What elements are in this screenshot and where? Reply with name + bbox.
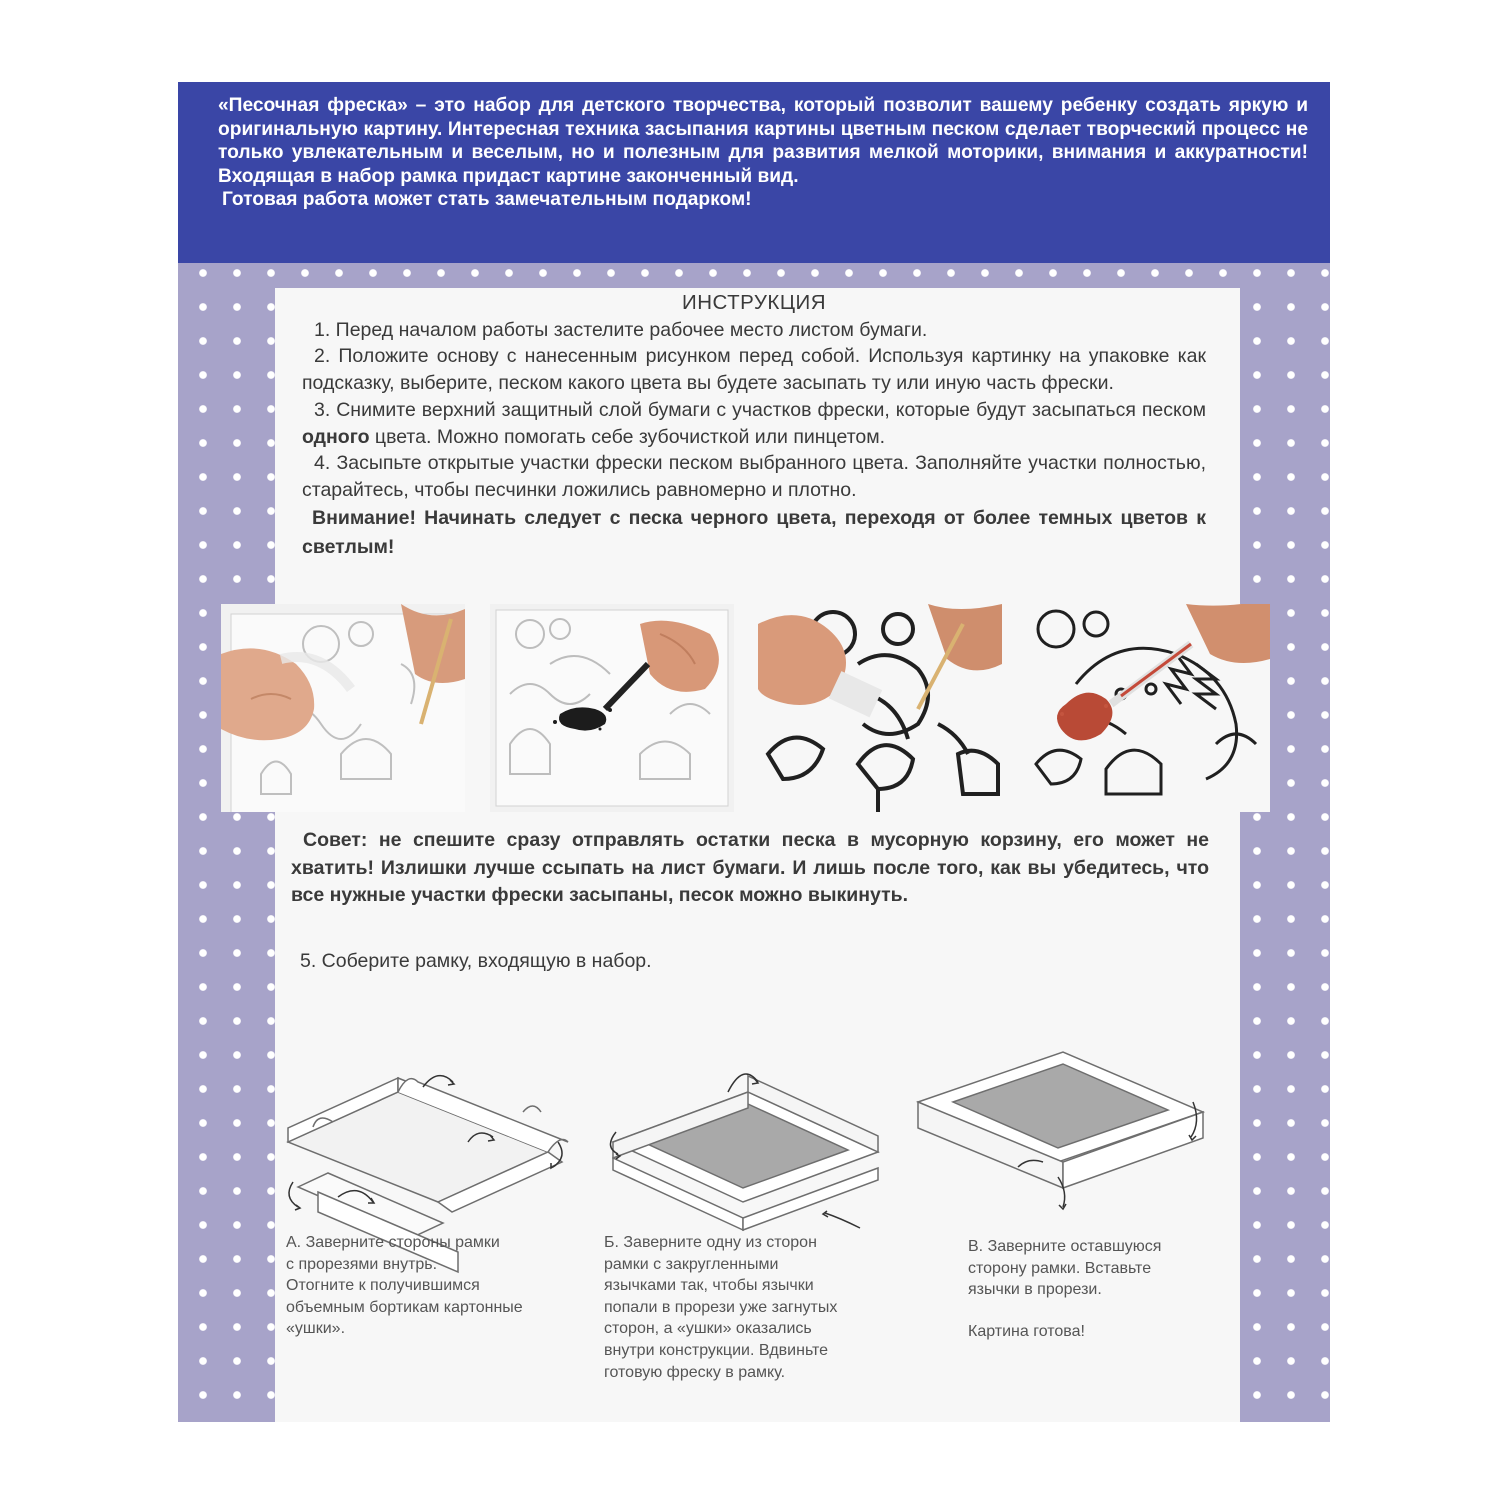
instructions-heading: ИНСТРУКЦИЯ bbox=[681, 291, 827, 314]
step-4: 4. Засыпьте открытые участки фрески песком выбранного цвета. Заполняйте участки полностью, старайтесь, чтобы песчинки ложились равномерно и плотно. bbox=[302, 452, 1206, 501]
photo-black-sand bbox=[490, 604, 734, 812]
instructions bbox=[302, 290, 1206, 562]
step-3: 3. Снимите верхний защитный слой бумаги с участков фрески, которые будут засыпаться песком одного цвета. Можно помогать себе зубочисткой или пинцетом. bbox=[302, 398, 1206, 448]
intro-banner bbox=[178, 82, 1330, 263]
gift-text: Готовая работа может стать замечательным подарком! bbox=[222, 189, 752, 211]
caption-c-done: Картина готова! bbox=[968, 1322, 1085, 1340]
instruction-sheet bbox=[178, 82, 1330, 1422]
step-5: 5. Соберите рамку, входящую в набор. bbox=[300, 950, 652, 972]
step-1: 1. Перед началом работы застелите рабочее место листом бумаги. bbox=[314, 318, 928, 341]
step-2: 2. Положите основу с нанесенным рисунком перед собой. Используя картинку на упаковке как подсказку, выберите, песком какого цвета вы будете засыпать ту или иную часть фрески. bbox=[302, 345, 1206, 395]
photo-toothpick bbox=[758, 604, 1002, 812]
caption-c: В. Заверните оставшуюся сторону рамки. Вставьте язычки в прорези. Картина готова! bbox=[968, 1236, 1161, 1342]
product-title: «Песочная фреска» bbox=[218, 95, 408, 116]
warning-text: Внимание! Начинать следует с песка черного цвета, переходя от более темных цветов к светлым! bbox=[302, 506, 1206, 558]
photo-peel-layer bbox=[221, 604, 465, 812]
tip-text: Совет: не спешите сразу отправлять остатки песка в мусорную корзину, его может не хватить! Излишки лучше ссыпать на лист бумаги. И лишь после того, как вы убедитесь, что все нужные участки фрески засыпаны, песок можно выкинуть. bbox=[291, 829, 1209, 907]
caption-b: Б. Заверните одну из сторон рамки с закругленными язычками так, чтобы язычки попали в прорези уже загнутых сторон, а «ушки» оказались внутри конструкции. Вдвиньте готовую фреску в рамку. bbox=[604, 1234, 838, 1381]
photo-red-sand bbox=[1026, 604, 1270, 812]
intro-text: – это набор для детского творчества, который позволит вашему ребенку создать яркую и оригинальную картину. Интересная техника засыпания картины цветным песком сделает творческий процесс не только увлекательным и веселым, но и полезным для развития мелкой моторики, внимания и аккуратности! Входящая в набор рамка придаст картине законченный вид. bbox=[218, 95, 1308, 187]
caption-a: А. Заверните стороны рамки с прорезями внутрь. Отогните к получившимся объемным бортикам картонные «ушки». bbox=[286, 1234, 523, 1338]
